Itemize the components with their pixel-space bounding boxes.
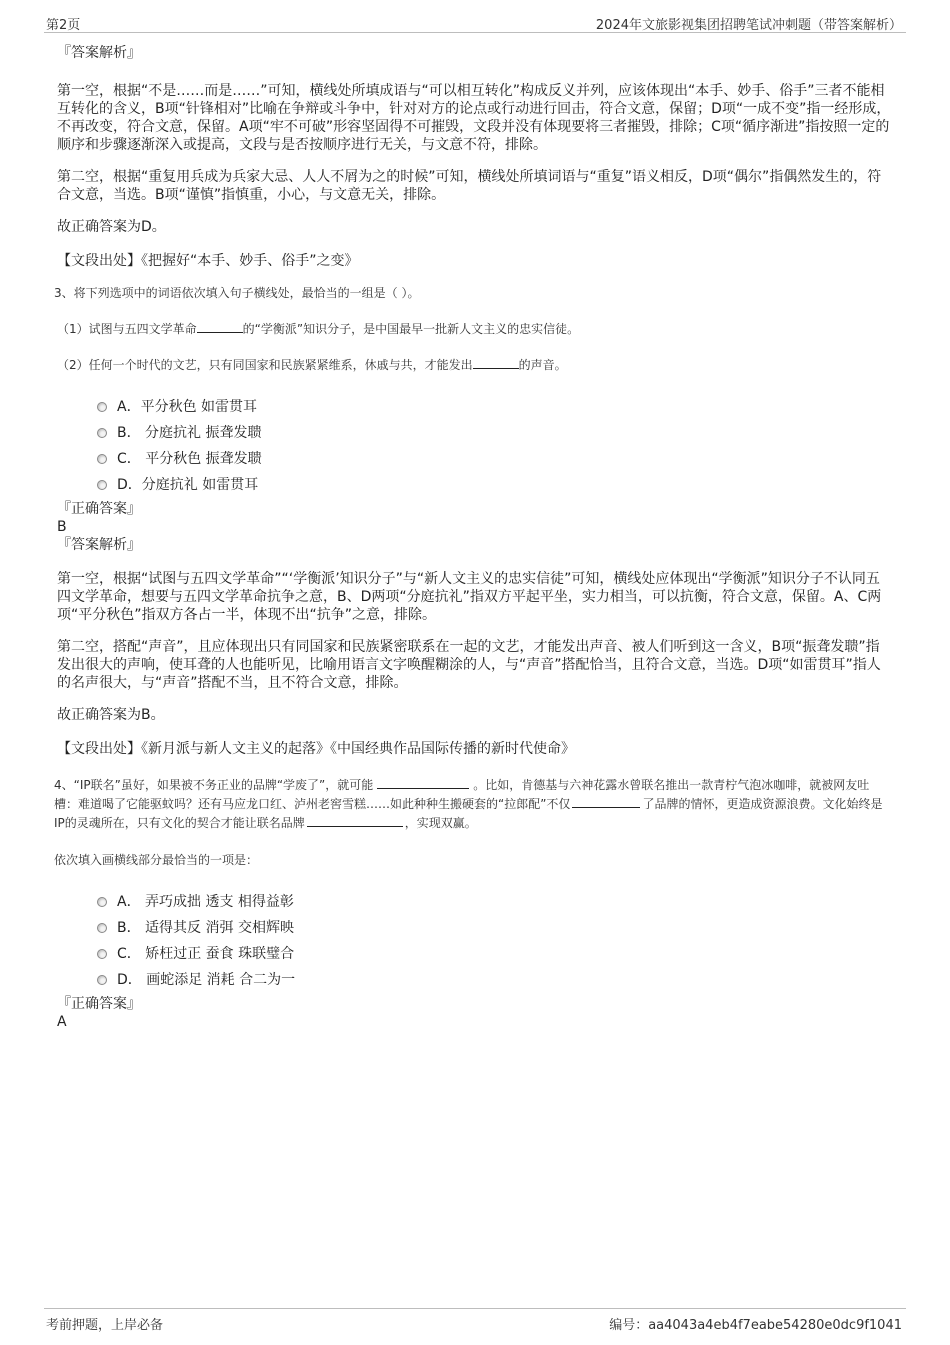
correct-answer: A (57, 1014, 67, 1030)
option-a[interactable]: A．平分秋色 如雷贯耳 (97, 394, 893, 420)
option-d[interactable]: D． 画蛇添足 消耗 合二为一 (97, 967, 893, 993)
option-b[interactable]: B． 适得其反 消弭 交相辉映 (97, 915, 893, 941)
analysis-paragraph: 第一空，根据“不是……而是……”可知，横线处所填成语与“可以相互转化”构成反义并列，应该体现出“本手、妙手、俗手”三者不能相互转化的含义，B项“针锋相对”比喻在争辩或斗争中，针对对方的论点或行动进行回击，符合文意，保留；D项“一成不变”指一经形成，不再改变，符合文意，保留。A项“牢不可破”形容坚固得不可摧毁，文段并没有体现要将三者摧毁，排除；C项“循序渐进”指按照一定的顺序和步骤逐渐深入或提高，文段与是否按顺序进行无关，与文意不符，排除。 (57, 83, 891, 153)
analysis-paragraph: 第二空，根据“重复用兵成为兵家大忌、人人不屑为之的时候”可知，横线处所填词语与“重复”语义相反，D项“偶尔”指偶然发生的，符合文意，当选。B项“谨慎”指慎重，小心，与文意无关，排除。 (57, 169, 882, 203)
option-list (97, 889, 893, 993)
question-sentence-2: （2）任何一个时代的文艺，只有同国家和民族紧紧维系，休戚与共，才能发出 的声音。 (57, 358, 567, 372)
conclusion-text: 故正确答案为D。 (57, 219, 166, 235)
question-stem: 4、“IP联名”虽好，如果被不务正业的品牌“学废了”，就可能 。比如，肯德基与六神花露水曾联名推出一款青柠气泡冰咖啡，就被网友吐槽：难道喝了它能驱蚊吗？还有马应龙口红、泸州老窖雪糕……如此种种生搬硬套的“拉郎配”不仅 了品牌的情怀，更造成资源浪费。文化始终是IP的灵魂所在，只有文化的契合才能让联名品牌 ，实现双赢。 (54, 778, 883, 830)
correct-answer-label: 『正确答案』 (57, 501, 141, 517)
radio-icon[interactable] (97, 402, 107, 412)
fill-blank (307, 814, 403, 827)
page-number: 第2页 (46, 18, 81, 33)
option-a[interactable]: A． 弄巧成拙 透支 相得益彰 (97, 889, 893, 915)
option-list (97, 394, 893, 498)
source-citation: 【文段出处】《把握好“本手、妙手、俗手”之变》 (57, 253, 359, 269)
question-stem: 3、将下列选项中的词语依次填入句子横线处，最恰当的一组是（ ）。 (54, 286, 420, 300)
radio-icon[interactable] (97, 949, 107, 959)
option-b[interactable]: B． 分庭抗礼 振聋发聩 (97, 420, 893, 446)
conclusion-text: 故正确答案为B。 (57, 707, 165, 723)
analysis-paragraph: 第一空，根据“试图与五四文学革命”“‘学衡派’知识分子”与“新人文主义的忠实信徒”可知，横线处应体现出“学衡派”知识分子不认同五四文学革命，想要与五四文学革命抗争之意，B、D两项“分庭抗礼”指双方平起平坐，实力相当，可以抗衡，符合文意，保留。A、C两项“平分秋色”指双方各占一半，体现不出“抗争”之意，排除。 (57, 571, 882, 623)
page-footer (44, 1308, 906, 1331)
analysis-label: 『答案解析』 (57, 537, 141, 553)
source-citation: 【文段出处】《新月派与新人文主义的起落》《中国经典作品国际传播的新时代使命》 (57, 741, 575, 757)
radio-icon[interactable] (97, 480, 107, 490)
question-prompt: 依次填入画横线部分最恰当的一项是： (54, 853, 259, 867)
fill-blank (377, 776, 469, 789)
page-content (54, 44, 893, 1031)
document-title: 2024年文旅影视集团招聘笔试冲刺题（带答案解析） (595, 18, 902, 33)
question-sentence-1: （1）试图与五四文学革命 的“学衡派”知识分子，是中国最早一批新人文主义的忠实信徒。 (57, 322, 580, 336)
option-d[interactable]: D．分庭抗礼 如雷贯耳 (97, 472, 893, 498)
analysis-label: 『答案解析』 (57, 45, 141, 61)
radio-icon[interactable] (97, 923, 107, 933)
radio-icon[interactable] (97, 428, 107, 438)
analysis-paragraph: 第二空，搭配“声音”，且应体现出只有同国家和民族紧密联系在一起的文艺，才能发出声音、被人们听到这一含义，B项“振聋发聩”指发出很大的声响，使耳聋的人也能听见，比喻用语言文字唤醒糊涂的人，与“声音”搭配恰当，且符合文意，当选。D项“如雷贯耳”指人的名声很大，与“声音”搭配不当，且不符合文意，排除。 (57, 639, 881, 691)
correct-answer-label: 『正确答案』 (57, 996, 141, 1012)
page-header (44, 12, 906, 33)
option-c[interactable]: C． 矫枉过正 蚕食 珠联璧合 (97, 941, 893, 967)
correct-answer: B (57, 519, 67, 535)
fill-blank (197, 320, 243, 333)
fill-blank (572, 795, 640, 808)
radio-icon[interactable] (97, 454, 107, 464)
radio-icon[interactable] (97, 975, 107, 985)
fill-blank (473, 356, 519, 369)
option-c[interactable]: C． 平分秋色 振聋发聩 (97, 446, 893, 472)
radio-icon[interactable] (97, 897, 107, 907)
footer-slogan: 考前押题，上岸必备 (46, 1318, 164, 1333)
document-serial: 编号：aa4043a4eb4f7eabe54280e0dc9f1041 (609, 1318, 902, 1333)
